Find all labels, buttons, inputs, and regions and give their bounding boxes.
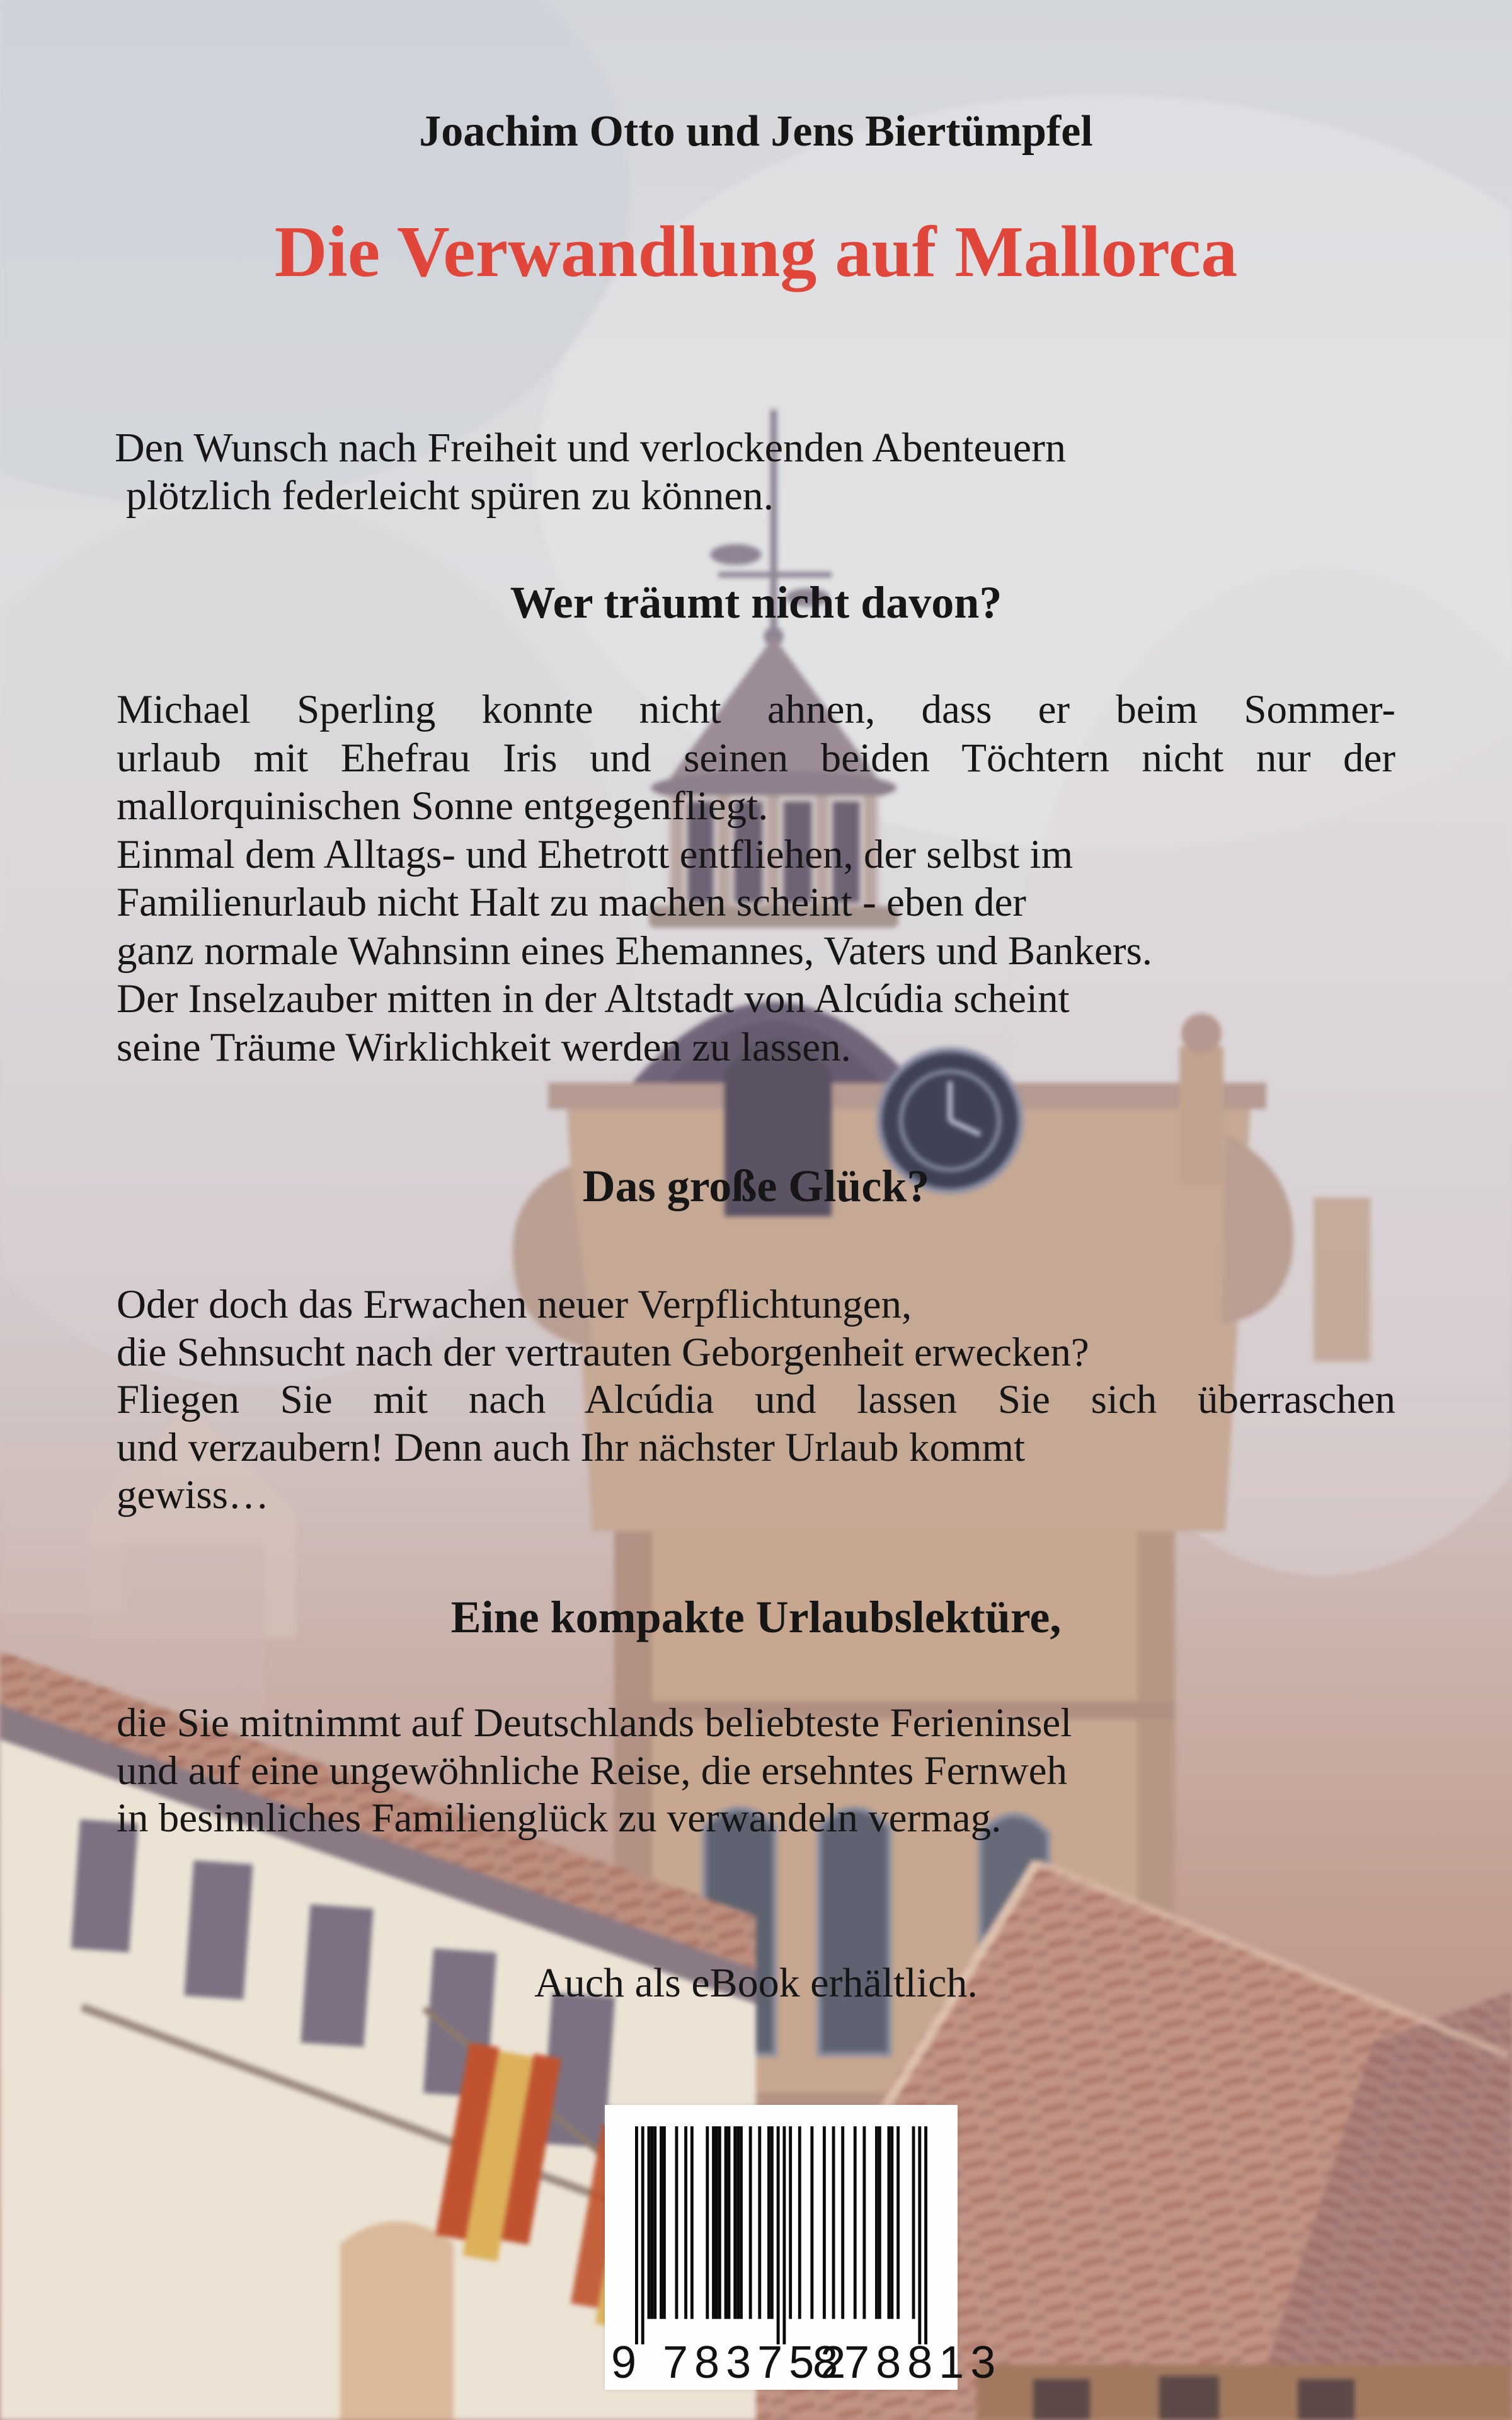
body-line: und verzaubern! Denn auch Ihr nächster Urlaub kommt — [117, 1425, 1026, 1470]
body-line: Michael Sperling konnte nicht ahnen, dass er beim Sommer- — [117, 687, 1395, 732]
book-title: Die Verwandlung auf Mallorca — [274, 212, 1238, 292]
isbn-number — [605, 2337, 1002, 2388]
ebook-note: Auch als eBook erhältlich. — [534, 1960, 978, 2006]
body-line: ganz normale Wahnsinn eines Ehemannes, Vaters und Bankers. — [117, 928, 1153, 974]
ean-group-right: 878813 — [813, 2337, 1002, 2388]
heading-wer-traeumt: Wer träumt nicht davon? — [510, 577, 1002, 628]
body-line: Familienurlaub nicht Halt zu machen scheint - eben der — [117, 880, 1026, 925]
body-line: seine Träume Wirklichkeit werden zu lassen. — [117, 1025, 851, 1070]
body-line: die Sie mitnimmt auf Deutschlands beliebteste Ferieninsel — [117, 1700, 1072, 1746]
ean13-barcode — [635, 2126, 927, 2344]
body-line: und auf eine ungewöhnliche Reise, die ersehntes Fernweh — [117, 1748, 1067, 1794]
barcode-label — [605, 2105, 1002, 2390]
ean-group-left: 783752 — [663, 2337, 852, 2388]
body-line: Einmal dem Alltags- und Ehetrott entfliehen, der selbst im — [117, 832, 1074, 877]
body-line: gewiss… — [117, 1472, 269, 1518]
intro-line: Den Wunsch nach Freiheit und verlockenden Abenteuern — [115, 425, 1066, 471]
body-line: Fliegen Sie mit nach Alcúdia und lassen Sie sich überraschen — [117, 1377, 1395, 1422]
heading-urlaubslektuere: Eine kompakte Urlaubslektüre, — [450, 1592, 1062, 1642]
author-line: Joachim Otto und Jens Biertümpfel — [419, 107, 1093, 156]
body-line: mallorquinischen Sonne entgegenfliegt. — [117, 783, 769, 829]
body-line: Oder doch das Erwachen neuer Verpflichtungen, — [117, 1282, 912, 1327]
body-line: in besinnliches Familienglück zu verwandeln vermag. — [117, 1795, 1002, 1841]
ean-digit-1: 9 — [611, 2337, 637, 2388]
heading-das-grosse-glueck: Das große Glück? — [582, 1161, 930, 1211]
body-line: Der Inselzauber mitten in der Altstadt von Alcúdia scheint — [117, 976, 1070, 1022]
intro-line: plötzlich federleicht spüren zu können. — [126, 473, 774, 519]
body-line: urlaub mit Ehefrau Iris und seinen beiden Töchtern nicht nur der — [117, 735, 1395, 781]
body-line: die Sehnsucht nach der vertrauten Geborgenheit erwecken? — [117, 1330, 1089, 1375]
